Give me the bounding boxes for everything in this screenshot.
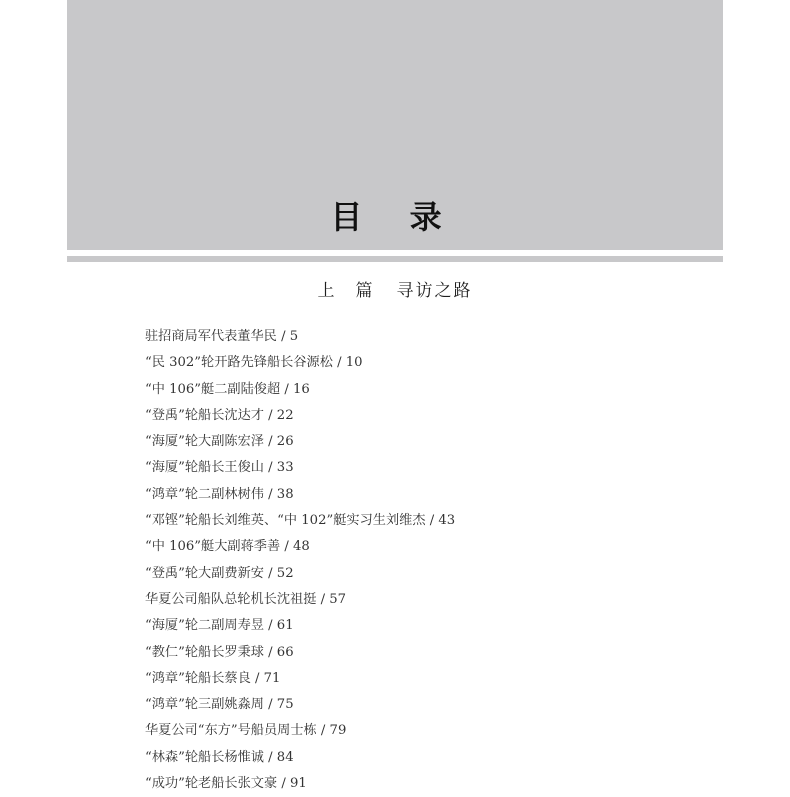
toc-entry[interactable]: “鸿章”轮三副姚淼周 / 75 [145, 697, 294, 713]
section-heading [0, 276, 790, 301]
toc-entry[interactable]: 华夏公司“东方”号船员周士栋 / 79 [145, 723, 347, 739]
page-title: 目 录 [330, 198, 460, 236]
header-banner [67, 0, 723, 250]
toc-entry[interactable]: “成功”轮老船长张文豪 / 91 [145, 776, 307, 792]
toc-entry[interactable]: 驻招商局军代表董华民 / 5 [145, 329, 299, 344]
toc-entry[interactable]: “中 106”艇大副蒋季善 / 48 [145, 539, 310, 555]
toc-entry[interactable]: “登禹”轮大副费新安 / 52 [145, 565, 294, 581]
toc-entry[interactable]: 华夏公司船队总轮机长沈祖挺 / 57 [145, 591, 347, 607]
toc-entry[interactable]: “登禹”轮船长沈达才 / 22 [145, 407, 294, 423]
header-divider [67, 256, 723, 262]
toc-entry[interactable]: “林森”轮船长杨惟诚 / 84 [145, 749, 294, 765]
toc-entry[interactable]: “教仁”轮船长罗秉球 / 66 [145, 644, 294, 660]
toc-entry[interactable]: “邓铿”轮船长刘维英、“中 102”艇实习生刘维杰 / 43 [145, 513, 456, 529]
toc-entry[interactable]: “海厦”轮二副周寿昱 / 61 [145, 618, 294, 634]
toc-entry[interactable]: “鸿章”轮二副林树伟 / 38 [145, 486, 294, 502]
table-of-contents [145, 324, 455, 797]
toc-entry[interactable]: “中 106”艇二副陆俊超 / 16 [145, 381, 310, 397]
section-part-label: 上 篇 [317, 281, 375, 301]
toc-entry[interactable]: “海厦”轮船长王俊山 / 33 [145, 460, 294, 476]
section-name-label: 寻访之路 [396, 281, 473, 301]
toc-entry[interactable]: “鸿章”轮船长蔡良 / 71 [145, 670, 281, 686]
toc-entry[interactable]: “海厦”轮大副陈宏泽 / 26 [145, 434, 294, 450]
toc-entry[interactable]: “民 302”轮开路先锋船长谷源松 / 10 [145, 355, 363, 371]
